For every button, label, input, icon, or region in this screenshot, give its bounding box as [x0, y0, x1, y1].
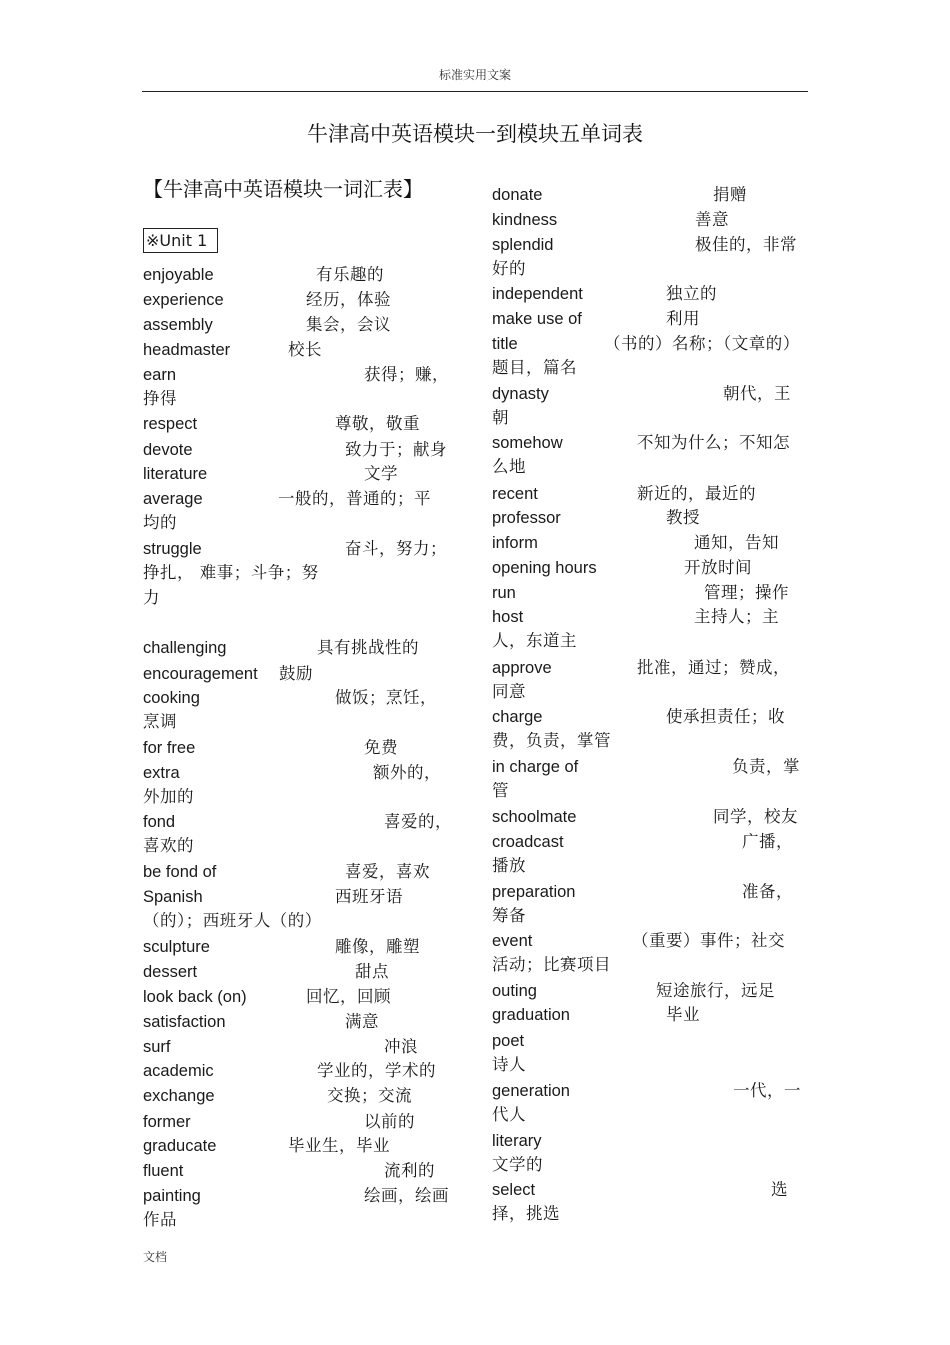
left-meaning-7: 致力于；献身 [345, 440, 447, 459]
left-word-8: literature [143, 465, 208, 483]
right-meaning-20: 准备， [742, 882, 793, 901]
left-meaning-15: 额外的， [373, 763, 441, 782]
right-word-25: generation [492, 1082, 570, 1100]
right-word-17: in charge of [492, 758, 579, 776]
right-meaning-22: 短途旅行，远足 [656, 981, 775, 1000]
left-meaning-cont-13: 烹调 [143, 712, 177, 731]
right-meaning-14: 主持人；主 [694, 607, 779, 626]
right-word-18: schoolmate [492, 808, 577, 826]
left-meaning-cont-5: 挣得 [143, 389, 177, 408]
left-meaning-18: 西班牙语 [335, 887, 403, 906]
left-meaning-5: 获得；赚， [364, 365, 449, 384]
left-meaning-28: 流利的 [384, 1161, 435, 1180]
left-meaning-3: 集会，会议 [306, 315, 391, 334]
right-meaning-cont-20: 筹备 [492, 906, 526, 925]
left-word-5: earn [143, 366, 177, 384]
right-meaning-cont-26: 文学的 [492, 1155, 543, 1174]
left-word-25: exchange [143, 1087, 215, 1105]
left-word-24: academic [143, 1062, 214, 1080]
right-meaning-11: 通知，告知 [694, 533, 779, 552]
left-word-7: devote [143, 441, 193, 459]
right-word-27: select [492, 1181, 536, 1199]
right-meaning-cont-15: 同意 [492, 682, 526, 701]
right-meaning-cont-21: 活动；比赛项目 [492, 955, 611, 974]
right-word-23: graduation [492, 1006, 570, 1024]
left-word-15: extra [143, 764, 180, 782]
left-word-6: respect [143, 415, 198, 433]
right-meaning-10: 教授 [666, 508, 700, 527]
right-meaning-2: 善意 [695, 210, 729, 229]
left-meaning-6: 尊敬，敬重 [335, 414, 420, 433]
left-meaning-21: 回忆，回顾 [306, 987, 391, 1006]
left-word-17: be fond of [143, 863, 217, 881]
right-meaning-1: 捐赠 [713, 185, 747, 204]
section-heading: 【牛津高中英语模块一词汇表】 [143, 177, 423, 201]
left-meaning-22: 满意 [345, 1012, 379, 1031]
document-title: 牛津高中英语模块一到模块五单词表 [307, 122, 643, 146]
left-meaning-cont-9: 均的 [143, 513, 177, 532]
right-word-15: approve [492, 659, 552, 677]
left-word-12: encouragement [143, 665, 258, 683]
right-word-8: somehow [492, 434, 563, 452]
right-meaning-cont-27: 择，挑选 [492, 1204, 560, 1223]
left-word-22: satisfaction [143, 1013, 226, 1031]
left-meaning-14: 免费 [364, 738, 398, 757]
right-word-13: run [492, 584, 516, 602]
right-word-26: literary [492, 1132, 542, 1150]
right-word-6: title [492, 335, 518, 353]
right-word-10: professor [492, 509, 561, 527]
left-meaning-2: 经历，体验 [306, 290, 391, 309]
right-meaning-cont-3: 好的 [492, 259, 526, 278]
left-meaning-23: 冲浪 [384, 1037, 418, 1056]
left-word-29: painting [143, 1187, 201, 1205]
left-meaning-10: 奋斗，努力； [345, 539, 447, 558]
left-meaning-19: 雕像，雕塑 [335, 937, 420, 956]
right-meaning-cont-25: 代人 [492, 1105, 526, 1124]
header-rule [142, 91, 808, 92]
right-meaning-25: 一代，一 [733, 1081, 801, 1100]
right-meaning-19: 广播， [742, 832, 793, 851]
right-word-9: recent [492, 485, 538, 503]
right-meaning-cont-14: 人，东道主 [492, 631, 577, 650]
left-meaning-cont2-10: 力 [143, 588, 160, 607]
left-word-26: former [143, 1113, 191, 1131]
left-word-16: fond [143, 813, 176, 831]
right-word-4: independent [492, 285, 583, 303]
right-meaning-27: 选 [771, 1180, 788, 1199]
right-meaning-cont-24: 诗人 [492, 1055, 526, 1074]
right-meaning-cont-19: 播放 [492, 856, 526, 875]
right-word-7: dynasty [492, 385, 549, 403]
right-meaning-cont-6: 题目，篇名 [492, 358, 577, 377]
left-meaning-11: 具有挑战性的 [317, 638, 419, 657]
right-meaning-9: 新近的，最近的 [637, 484, 756, 503]
left-meaning-16: 喜爱的， [384, 812, 452, 831]
left-word-28: fluent [143, 1162, 184, 1180]
unit-label: ※Unit 1 [143, 228, 218, 253]
left-word-11: challenging [143, 639, 227, 657]
left-meaning-cont-29: 作品 [143, 1210, 177, 1229]
left-meaning-24: 学业的，学术的 [317, 1061, 436, 1080]
right-word-20: preparation [492, 883, 576, 901]
right-meaning-13: 管理；操作 [704, 583, 789, 602]
left-meaning-cont-10: 挣扎， 难事；斗争；努 [143, 563, 319, 582]
right-word-12: opening hours [492, 559, 597, 577]
left-meaning-4: 校长 [288, 340, 322, 359]
right-meaning-23: 毕业 [666, 1005, 700, 1024]
right-word-16: charge [492, 708, 543, 726]
right-meaning-15: 批准，通过；赞成， [637, 658, 790, 677]
left-meaning-17: 喜爱，喜欢 [345, 862, 430, 881]
right-meaning-cont-7: 朝 [492, 408, 509, 427]
right-meaning-8: 不知为什么；不知怎 [637, 433, 790, 452]
page-header: 标准实用文案 [438, 68, 511, 82]
right-word-21: event [492, 932, 533, 950]
right-word-3: splendid [492, 236, 554, 254]
left-meaning-12: 鼓励 [279, 664, 313, 683]
left-word-20: dessert [143, 963, 198, 981]
left-word-14: for free [143, 739, 196, 757]
right-word-1: donate [492, 186, 543, 204]
left-word-2: experience [143, 291, 224, 309]
right-meaning-5: 利用 [666, 309, 700, 328]
left-word-3: assembly [143, 316, 213, 334]
right-meaning-7: 朝代，王 [723, 384, 791, 403]
left-meaning-cont-15: 外加的 [143, 787, 194, 806]
right-meaning-16: 使承担责任；收 [666, 707, 785, 726]
right-meaning-4: 独立的 [666, 284, 717, 303]
left-meaning-13: 做饭；烹饪， [335, 688, 437, 707]
left-meaning-9: 一般的，普通的；平 [278, 489, 431, 508]
left-meaning-cont-18: （的）；西班牙人（的） [143, 911, 322, 930]
left-word-9: average [143, 490, 203, 508]
left-meaning-25: 交换；交流 [327, 1086, 412, 1105]
left-meaning-8: 文学 [364, 464, 398, 483]
right-meaning-cont-17: 管 [492, 781, 509, 800]
left-word-1: enjoyable [143, 266, 214, 284]
right-meaning-12: 开放时间 [684, 558, 752, 577]
left-meaning-20: 甜点 [355, 962, 389, 981]
right-word-24: poet [492, 1032, 525, 1050]
left-meaning-26: 以前的 [364, 1112, 415, 1131]
right-meaning-17: 负责，掌 [732, 757, 800, 776]
right-word-22: outing [492, 982, 537, 1000]
left-word-27: graducate [143, 1137, 217, 1155]
left-meaning-29: 绘画，绘画 [364, 1186, 449, 1205]
left-word-21: look back (on) [143, 988, 247, 1006]
left-meaning-1: 有乐趣的 [316, 265, 384, 284]
right-meaning-21: （重要）事件；社交 [632, 931, 785, 950]
right-meaning-6: （书的）名称；（文章的） [604, 334, 800, 353]
right-word-2: kindness [492, 211, 558, 229]
right-word-14: host [492, 608, 524, 626]
right-meaning-cont-8: 么地 [492, 457, 526, 476]
right-word-5: make use of [492, 310, 582, 328]
left-word-10: struggle [143, 540, 202, 558]
left-word-4: headmaster [143, 341, 231, 359]
right-meaning-18: 同学，校友 [713, 807, 798, 826]
right-meaning-3: 极佳的，非常 [695, 235, 797, 254]
left-word-18: Spanish [143, 888, 203, 906]
left-word-13: cooking [143, 689, 200, 707]
right-word-19: croadcast [492, 833, 564, 851]
page-footer: 文档 [143, 1250, 168, 1264]
left-meaning-cont-16: 喜欢的 [143, 836, 194, 855]
right-meaning-cont-16: 费，负责，掌管 [492, 731, 611, 750]
left-word-19: sculpture [143, 938, 210, 956]
left-word-23: surf [143, 1038, 171, 1056]
right-word-11: inform [492, 534, 538, 552]
left-meaning-27: 毕业生，毕业 [288, 1136, 390, 1155]
